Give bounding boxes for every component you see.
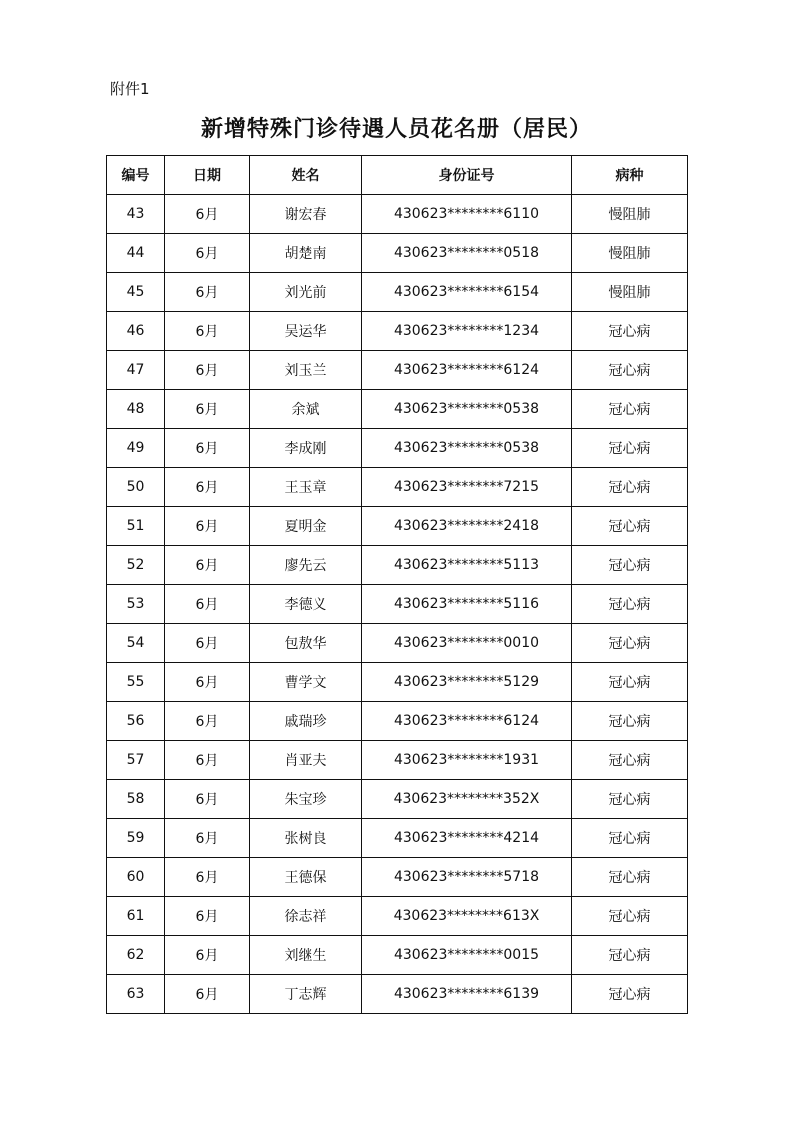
cell-date: 6月: [165, 702, 250, 741]
header-name: 姓名: [250, 156, 362, 195]
cell-number: 49: [107, 429, 165, 468]
cell-id-number: 430623********7215: [362, 468, 572, 507]
table-body: [107, 195, 688, 1014]
cell-name: 包敖华: [250, 624, 362, 663]
cell-number: 47: [107, 351, 165, 390]
cell-number: 60: [107, 858, 165, 897]
cell-name: 张树良: [250, 819, 362, 858]
table-row: [107, 546, 688, 585]
table-row: [107, 273, 688, 312]
cell-date: 6月: [165, 195, 250, 234]
cell-id-number: 430623********0518: [362, 234, 572, 273]
cell-name: 李成刚: [250, 429, 362, 468]
cell-disease: 慢阻肺: [572, 234, 688, 273]
table-row: [107, 585, 688, 624]
cell-number: 48: [107, 390, 165, 429]
cell-number: 62: [107, 936, 165, 975]
cell-date: 6月: [165, 663, 250, 702]
cell-disease: 冠心病: [572, 936, 688, 975]
table-row: [107, 390, 688, 429]
cell-number: 53: [107, 585, 165, 624]
table-row: [107, 819, 688, 858]
cell-number: 61: [107, 897, 165, 936]
table-row: [107, 780, 688, 819]
cell-disease: 冠心病: [572, 390, 688, 429]
cell-number: 43: [107, 195, 165, 234]
cell-date: 6月: [165, 975, 250, 1014]
cell-date: 6月: [165, 936, 250, 975]
cell-id-number: 430623********613X: [362, 897, 572, 936]
cell-date: 6月: [165, 897, 250, 936]
cell-disease: 冠心病: [572, 429, 688, 468]
table-row: [107, 507, 688, 546]
cell-date: 6月: [165, 390, 250, 429]
table-row: [107, 234, 688, 273]
cell-disease: 冠心病: [572, 546, 688, 585]
cell-disease: 冠心病: [572, 741, 688, 780]
cell-name: 余斌: [250, 390, 362, 429]
cell-disease: 冠心病: [572, 975, 688, 1014]
cell-id-number: 430623********6154: [362, 273, 572, 312]
cell-name: 刘玉兰: [250, 351, 362, 390]
cell-disease: 冠心病: [572, 507, 688, 546]
cell-name: 廖先云: [250, 546, 362, 585]
cell-number: 51: [107, 507, 165, 546]
cell-name: 李德义: [250, 585, 362, 624]
cell-disease: 冠心病: [572, 468, 688, 507]
cell-disease: 冠心病: [572, 858, 688, 897]
table-row: [107, 858, 688, 897]
cell-id-number: 430623********5113: [362, 546, 572, 585]
cell-disease: 冠心病: [572, 624, 688, 663]
cell-name: 吴运华: [250, 312, 362, 351]
cell-date: 6月: [165, 468, 250, 507]
cell-name: 王玉章: [250, 468, 362, 507]
cell-id-number: 430623********6124: [362, 351, 572, 390]
cell-number: 63: [107, 975, 165, 1014]
cell-name: 朱宝珍: [250, 780, 362, 819]
cell-name: 刘继生: [250, 936, 362, 975]
cell-number: 56: [107, 702, 165, 741]
cell-id-number: 430623********352X: [362, 780, 572, 819]
header-disease: 病种: [572, 156, 688, 195]
cell-date: 6月: [165, 312, 250, 351]
table-row: [107, 897, 688, 936]
cell-name: 丁志辉: [250, 975, 362, 1014]
cell-id-number: 430623********2418: [362, 507, 572, 546]
cell-date: 6月: [165, 546, 250, 585]
cell-name: 戚瑞珍: [250, 702, 362, 741]
cell-name: 曹学文: [250, 663, 362, 702]
cell-date: 6月: [165, 273, 250, 312]
cell-number: 52: [107, 546, 165, 585]
cell-name: 肖亚夫: [250, 741, 362, 780]
cell-date: 6月: [165, 624, 250, 663]
cell-date: 6月: [165, 234, 250, 273]
roster-table: [106, 155, 688, 1014]
table-row: [107, 468, 688, 507]
cell-number: 59: [107, 819, 165, 858]
cell-disease: 冠心病: [572, 780, 688, 819]
cell-date: 6月: [165, 858, 250, 897]
cell-id-number: 430623********4214: [362, 819, 572, 858]
cell-number: 50: [107, 468, 165, 507]
cell-id-number: 430623********6124: [362, 702, 572, 741]
cell-number: 57: [107, 741, 165, 780]
table-row: [107, 741, 688, 780]
cell-date: 6月: [165, 819, 250, 858]
cell-name: 徐志祥: [250, 897, 362, 936]
attachment-label: 附件1: [110, 80, 150, 98]
cell-name: 夏明金: [250, 507, 362, 546]
cell-id-number: 430623********6139: [362, 975, 572, 1014]
cell-number: 54: [107, 624, 165, 663]
cell-disease: 冠心病: [572, 819, 688, 858]
header-id-number: 身份证号: [362, 156, 572, 195]
table-header-row: [107, 156, 688, 195]
cell-number: 44: [107, 234, 165, 273]
cell-name: 胡楚南: [250, 234, 362, 273]
cell-number: 55: [107, 663, 165, 702]
table-row: [107, 975, 688, 1014]
page-title: 新增特殊门诊待遇人员花名册（居民）: [200, 116, 592, 142]
cell-disease: 冠心病: [572, 312, 688, 351]
cell-id-number: 430623********0538: [362, 390, 572, 429]
cell-number: 58: [107, 780, 165, 819]
cell-id-number: 430623********1931: [362, 741, 572, 780]
cell-id-number: 430623********0015: [362, 936, 572, 975]
cell-date: 6月: [165, 780, 250, 819]
cell-id-number: 430623********5718: [362, 858, 572, 897]
cell-disease: 冠心病: [572, 351, 688, 390]
cell-disease: 慢阻肺: [572, 273, 688, 312]
cell-name: 王德保: [250, 858, 362, 897]
table-row: [107, 195, 688, 234]
cell-date: 6月: [165, 429, 250, 468]
cell-id-number: 430623********0538: [362, 429, 572, 468]
table-row: [107, 663, 688, 702]
table-row: [107, 351, 688, 390]
cell-date: 6月: [165, 585, 250, 624]
table-row: [107, 429, 688, 468]
table-row: [107, 312, 688, 351]
cell-name: 谢宏春: [250, 195, 362, 234]
cell-date: 6月: [165, 507, 250, 546]
cell-name: 刘光前: [250, 273, 362, 312]
cell-id-number: 430623********6110: [362, 195, 572, 234]
cell-disease: 冠心病: [572, 663, 688, 702]
cell-id-number: 430623********1234: [362, 312, 572, 351]
cell-date: 6月: [165, 351, 250, 390]
table-row: [107, 936, 688, 975]
cell-disease: 冠心病: [572, 585, 688, 624]
cell-date: 6月: [165, 741, 250, 780]
cell-disease: 慢阻肺: [572, 195, 688, 234]
cell-id-number: 430623********5129: [362, 663, 572, 702]
cell-id-number: 430623********0010: [362, 624, 572, 663]
header-date: 日期: [165, 156, 250, 195]
cell-disease: 冠心病: [572, 897, 688, 936]
cell-number: 45: [107, 273, 165, 312]
table-row: [107, 624, 688, 663]
table-row: [107, 702, 688, 741]
cell-disease: 冠心病: [572, 702, 688, 741]
cell-id-number: 430623********5116: [362, 585, 572, 624]
header-number: 编号: [107, 156, 165, 195]
cell-number: 46: [107, 312, 165, 351]
